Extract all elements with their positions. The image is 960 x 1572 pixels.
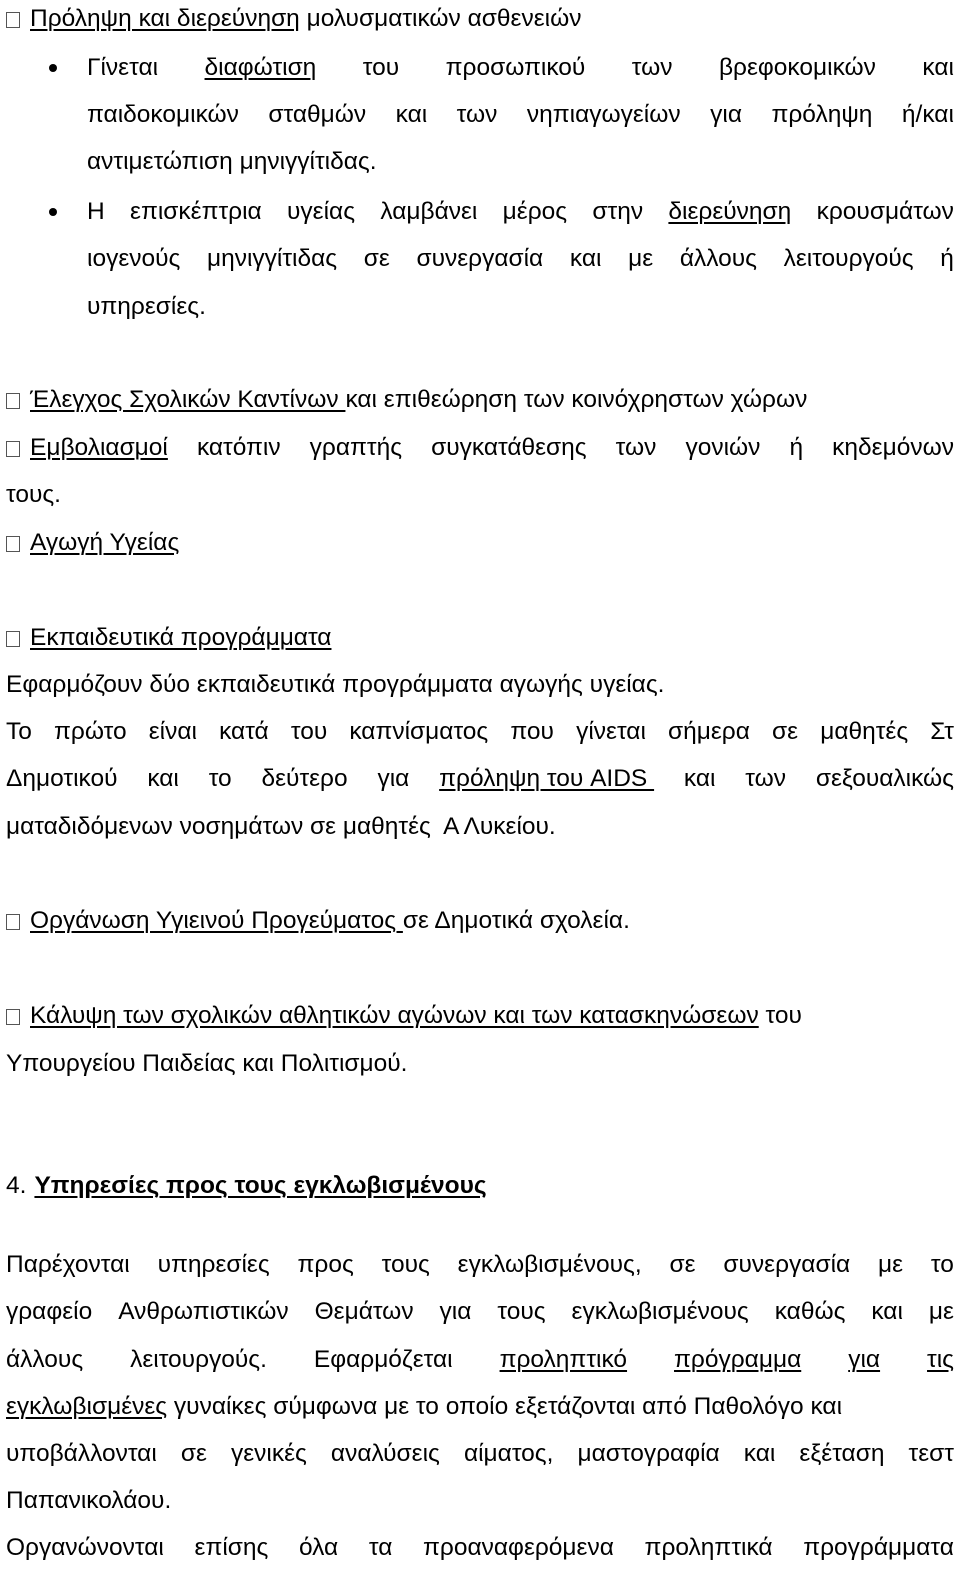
section4-line3: άλλους λειτουργούς. Εφαρμόζεται προληπτικό πρόγραμμα για τις (6, 1346, 954, 1373)
checkbox-glyph-icon (6, 1009, 20, 1025)
bullet2-line3: υπηρεσίες. (87, 293, 206, 320)
programs-intro: Εφαρμόζουν δύο εκπαιδευτικά προγράμματα αγωγής υγείας. (6, 671, 665, 698)
health-education-heading: Αγωγή Υγείας (6, 525, 179, 561)
checkbox-glyph-icon (6, 393, 20, 409)
vaccinations-line1: Εμβολιασμοί κατόπιν γραπτής συγκατάθεσης των γονιών ή κηδεμόνων (6, 430, 954, 466)
bullet1-line1: Γίνεται διαφώτιση του προσωπικού των βρεφοκομικών και (87, 54, 954, 81)
checkbox-glyph-icon (6, 441, 20, 457)
bullet2-line2: ιογενούς μηνιγγίτιδας σε συνεργασία και με άλλους λειτουργούς ή (87, 245, 954, 272)
bullet-dot-icon (49, 64, 57, 72)
programs-para-line2: Δημοτικού και το δεύτερο για πρόληψη του AIDS και των σεξουαλικώς (6, 765, 954, 792)
checkbox-glyph-icon (6, 914, 20, 930)
healthy-breakfast-heading: Οργάνωση Υγιεινού Προγεύματος σε Δημοτικά σχολεία. (6, 903, 630, 939)
athletics-heading: Κάλυψη των σχολικών αθλητικών αγώνων και των κατασκηνώσεων του (6, 998, 802, 1034)
programs-para-line3: ματαδιδόμενων νοσημάτων σε μαθητές Α Λυκείου. (6, 813, 556, 840)
section4-line4: εγκλωβισμένες γυναίκες σύμφωνα με το οποίο εξετάζονται από Παθολόγο και (6, 1393, 843, 1420)
bullet1-line2: παιδοκομικών σταθμών και των νηπιαγωγείων για πρόληψη ή/και (87, 101, 954, 128)
bullet1-line3: αντιμετώπιση μηνιγγίτιδας. (87, 148, 377, 175)
infection-heading: Πρόληψη και διερεύνηση μολυσματικών ασθενειών (6, 1, 581, 37)
bullet-dot-icon (49, 208, 57, 216)
section4-line5: υποβάλλονται σε γενικές αναλύσεις αίματος, μαστογραφία και εξέταση τεστ (6, 1440, 954, 1467)
checkbox-glyph-icon (6, 536, 20, 552)
section4-line2: γραφείο Ανθρωπιστικών Θεμάτων για τους εγκλωβισμένους καθώς και με (6, 1298, 954, 1325)
vaccinations-line2: τους. (6, 481, 61, 508)
bullet2-line1: Η επισκέπτρια υγείας λαμβάνει μέρος στην διερεύνηση κρουσμάτων (87, 198, 954, 225)
section4-heading: 4. Υπηρεσίες προς τους εγκλωβισμένους (6, 1172, 487, 1199)
checkbox-glyph-icon (6, 631, 20, 647)
programs-para-line1: Το πρώτο είναι κατά του καπνίσματος που γίνεται σήμερα σε μαθητές Στ (6, 718, 954, 745)
section4-line6: Παπανικολάου. (6, 1487, 172, 1514)
canteens-heading: Έλεγχος Σχολικών Καντίνων και επιθεώρηση των κοινόχρηστων χώρων (6, 382, 807, 418)
section4-line7: Οργανώνονται επίσης όλα τα προαναφερόμενα προληπτικά προγράμματα (6, 1534, 954, 1561)
section4-line1: Παρέχονται υπηρεσίες προς τους εγκλωβισμένους, σε συνεργασία με το (6, 1251, 954, 1278)
checkbox-glyph-icon (6, 12, 20, 28)
athletics-line2: Υπουργείου Παιδείας και Πολιτισμού. (6, 1050, 408, 1077)
programs-heading: Εκπαιδευτικά προγράμματα (6, 620, 331, 656)
